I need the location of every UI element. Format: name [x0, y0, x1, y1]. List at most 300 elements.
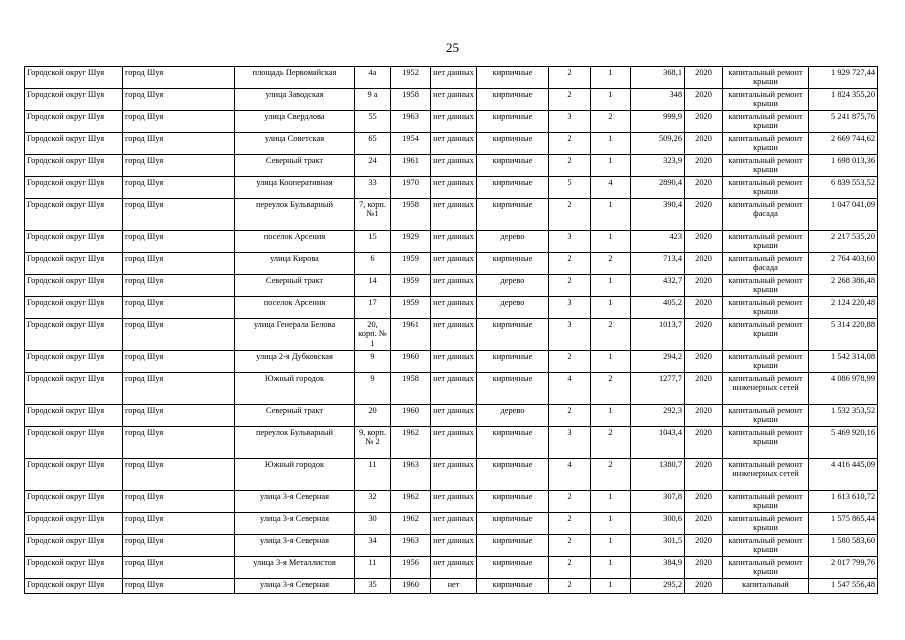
build-year-cell: 1961 — [391, 155, 431, 177]
street-cell: улица Кирова — [235, 253, 355, 275]
area-cell: 295,2 — [631, 579, 685, 594]
house-number-cell: 20 — [355, 405, 391, 427]
house-number-cell: 30 — [355, 513, 391, 535]
municipality-cell: Городской округ Шуя — [25, 155, 123, 177]
area-cell: 307,8 — [631, 491, 685, 513]
build-year-cell: 1958 — [391, 373, 431, 405]
entrances-cell: 4 — [591, 177, 631, 199]
wall-material-cell: дерево — [477, 405, 549, 427]
build-year-cell: 1960 — [391, 579, 431, 594]
house-number-cell: 65 — [355, 133, 391, 155]
table-row — [25, 231, 878, 253]
entrances-cell: 1 — [591, 535, 631, 557]
last-renovation-cell: нет данных — [431, 405, 477, 427]
build-year-cell: 1963 — [391, 535, 431, 557]
table-row — [25, 319, 878, 351]
wall-material-cell: кирпичные — [477, 253, 549, 275]
settlement-cell: город Шуя — [123, 275, 235, 297]
municipality-cell: Городской округ Шуя — [25, 67, 123, 89]
table-row — [25, 111, 878, 133]
last-renovation-cell: нет данных — [431, 111, 477, 133]
settlement-cell: город Шуя — [123, 319, 235, 351]
floors-cell: 2 — [549, 579, 591, 594]
wall-material-cell: дерево — [477, 275, 549, 297]
area-cell: 1380,7 — [631, 459, 685, 491]
wall-material-cell: кирпичные — [477, 67, 549, 89]
street-cell: улица 2-я Дубковская — [235, 351, 355, 373]
area-cell: 423 — [631, 231, 685, 253]
planned-year-cell: 2020 — [685, 199, 723, 231]
build-year-cell: 1959 — [391, 253, 431, 275]
last-renovation-cell: нет данных — [431, 491, 477, 513]
cost-cell: 2 669 744,62 — [809, 133, 878, 155]
house-number-cell: 34 — [355, 535, 391, 557]
build-year-cell: 1963 — [391, 459, 431, 491]
cost-cell: 5 241 875,76 — [809, 111, 878, 133]
settlement-cell: город Шуя — [123, 405, 235, 427]
cost-cell: 2 764 403,60 — [809, 253, 878, 275]
entrances-cell: 1 — [591, 491, 631, 513]
planned-year-cell: 2020 — [685, 231, 723, 253]
settlement-cell: город Шуя — [123, 67, 235, 89]
planned-year-cell: 2020 — [685, 535, 723, 557]
area-cell: 1043,4 — [631, 427, 685, 459]
table-row — [25, 491, 878, 513]
municipality-cell: Городской округ Шуя — [25, 513, 123, 535]
settlement-cell: город Шуя — [123, 89, 235, 111]
municipality-cell: Городской округ Шуя — [25, 177, 123, 199]
cost-cell: 2 124 220,48 — [809, 297, 878, 319]
work-type-cell: капитальный ремонт инженерных сетей — [723, 459, 809, 491]
municipality-cell: Городской округ Шуя — [25, 133, 123, 155]
house-number-cell: 35 — [355, 579, 391, 594]
cost-cell: 4 416 445,09 — [809, 459, 878, 491]
street-cell: Южный городок — [235, 459, 355, 491]
floors-cell: 2 — [549, 535, 591, 557]
planned-year-cell: 2020 — [685, 557, 723, 579]
cost-cell: 6 839 553,52 — [809, 177, 878, 199]
cost-cell: 1 613 610,72 — [809, 491, 878, 513]
build-year-cell: 1952 — [391, 67, 431, 89]
planned-year-cell: 2020 — [685, 297, 723, 319]
table-row — [25, 535, 878, 557]
settlement-cell: город Шуя — [123, 513, 235, 535]
settlement-cell: город Шуя — [123, 133, 235, 155]
street-cell: переулок Бульварный — [235, 199, 355, 231]
work-type-cell: капитальный ремонт крыши — [723, 275, 809, 297]
house-number-cell: 6 — [355, 253, 391, 275]
planned-year-cell: 2020 — [685, 427, 723, 459]
wall-material-cell: кирпичные — [477, 535, 549, 557]
wall-material-cell: кирпичные — [477, 177, 549, 199]
floors-cell: 2 — [549, 133, 591, 155]
settlement-cell: город Шуя — [123, 177, 235, 199]
municipality-cell: Городской округ Шуя — [25, 557, 123, 579]
last-renovation-cell: нет данных — [431, 253, 477, 275]
entrances-cell: 1 — [591, 297, 631, 319]
municipality-cell: Городской округ Шуя — [25, 405, 123, 427]
build-year-cell: 1960 — [391, 405, 431, 427]
street-cell: улица Свердлова — [235, 111, 355, 133]
municipality-cell: Городской округ Шуя — [25, 253, 123, 275]
build-year-cell: 1970 — [391, 177, 431, 199]
municipality-cell: Городской округ Шуя — [25, 297, 123, 319]
table-row — [25, 275, 878, 297]
settlement-cell: город Шуя — [123, 111, 235, 133]
area-cell: 1277,7 — [631, 373, 685, 405]
cost-cell: 1 698 013,36 — [809, 155, 878, 177]
housing-repair-table — [24, 66, 878, 594]
last-renovation-cell: нет данных — [431, 177, 477, 199]
municipality-cell: Городской округ Шуя — [25, 319, 123, 351]
entrances-cell: 2 — [591, 427, 631, 459]
area-cell: 300,6 — [631, 513, 685, 535]
area-cell: 323,9 — [631, 155, 685, 177]
area-cell: 294,2 — [631, 351, 685, 373]
entrances-cell: 2 — [591, 459, 631, 491]
entrances-cell: 1 — [591, 231, 631, 253]
planned-year-cell: 2020 — [685, 275, 723, 297]
wall-material-cell: кирпичные — [477, 459, 549, 491]
wall-material-cell: дерево — [477, 231, 549, 253]
wall-material-cell: кирпичные — [477, 155, 549, 177]
floors-cell: 2 — [549, 491, 591, 513]
wall-material-cell: кирпичные — [477, 199, 549, 231]
floors-cell: 3 — [549, 231, 591, 253]
entrances-cell: 1 — [591, 199, 631, 231]
build-year-cell: 1962 — [391, 427, 431, 459]
area-cell: 1013,7 — [631, 319, 685, 351]
last-renovation-cell: нет данных — [431, 373, 477, 405]
wall-material-cell: кирпичные — [477, 579, 549, 594]
settlement-cell: город Шуя — [123, 459, 235, 491]
floors-cell: 4 — [549, 459, 591, 491]
work-type-cell: капитальный ремонт крыши — [723, 319, 809, 351]
settlement-cell: город Шуя — [123, 557, 235, 579]
wall-material-cell: кирпичные — [477, 351, 549, 373]
floors-cell: 2 — [549, 405, 591, 427]
build-year-cell: 1961 — [391, 319, 431, 351]
page-number: 25 — [446, 40, 459, 55]
floors-cell: 2 — [549, 513, 591, 535]
last-renovation-cell: нет данных — [431, 231, 477, 253]
house-number-cell: 4а — [355, 67, 391, 89]
municipality-cell: Городской округ Шуя — [25, 427, 123, 459]
municipality-cell: Городской округ Шуя — [25, 459, 123, 491]
work-type-cell: капитальный ремонт крыши — [723, 67, 809, 89]
settlement-cell: город Шуя — [123, 155, 235, 177]
settlement-cell: город Шуя — [123, 491, 235, 513]
area-cell: 301,5 — [631, 535, 685, 557]
street-cell: улица 3-я Северная — [235, 579, 355, 594]
work-type-cell: капитальный ремонт крыши — [723, 231, 809, 253]
floors-cell: 3 — [549, 427, 591, 459]
work-type-cell: капитальный ремонт крыши — [723, 557, 809, 579]
street-cell: площадь Первомайская — [235, 67, 355, 89]
floors-cell: 2 — [549, 199, 591, 231]
cost-cell: 2 268 386,48 — [809, 275, 878, 297]
work-type-cell: капитальный ремонт крыши — [723, 155, 809, 177]
last-renovation-cell: нет данных — [431, 513, 477, 535]
table-row — [25, 459, 878, 491]
wall-material-cell: кирпичные — [477, 557, 549, 579]
build-year-cell: 1962 — [391, 491, 431, 513]
last-renovation-cell: нет данных — [431, 275, 477, 297]
table-row — [25, 405, 878, 427]
table-row — [25, 579, 878, 594]
cost-cell: 5 469 920,16 — [809, 427, 878, 459]
work-type-cell: капитальный ремонт фасада — [723, 199, 809, 231]
wall-material-cell: кирпичные — [477, 491, 549, 513]
house-number-cell: 9, корп. № 2 — [355, 427, 391, 459]
work-type-cell: капитальный ремонт крыши — [723, 89, 809, 111]
street-cell: поселок Арсения — [235, 231, 355, 253]
entrances-cell: 1 — [591, 557, 631, 579]
entrances-cell: 1 — [591, 67, 631, 89]
build-year-cell: 1958 — [391, 89, 431, 111]
entrances-cell: 1 — [591, 133, 631, 155]
entrances-cell: 2 — [591, 253, 631, 275]
work-type-cell: капитальный ремонт крыши — [723, 535, 809, 557]
house-number-cell: 11 — [355, 459, 391, 491]
last-renovation-cell: нет данных — [431, 155, 477, 177]
municipality-cell: Городской округ Шуя — [25, 231, 123, 253]
build-year-cell: 1959 — [391, 297, 431, 319]
build-year-cell: 1962 — [391, 513, 431, 535]
last-renovation-cell: нет данных — [431, 427, 477, 459]
street-cell: улица Кооперативная — [235, 177, 355, 199]
street-cell: улица 3-я Северная — [235, 491, 355, 513]
house-number-cell: 14 — [355, 275, 391, 297]
cost-cell: 1 047 041,09 — [809, 199, 878, 231]
floors-cell: 2 — [549, 275, 591, 297]
table-row — [25, 89, 878, 111]
municipality-cell: Городской округ Шуя — [25, 111, 123, 133]
house-number-cell: 9 а — [355, 89, 391, 111]
municipality-cell: Городской округ Шуя — [25, 199, 123, 231]
table-row — [25, 133, 878, 155]
street-cell: переулок Бульварный — [235, 427, 355, 459]
table-row — [25, 427, 878, 459]
last-renovation-cell: нет данных — [431, 89, 477, 111]
build-year-cell: 1956 — [391, 557, 431, 579]
area-cell: 390,4 — [631, 199, 685, 231]
planned-year-cell: 2020 — [685, 351, 723, 373]
floors-cell: 2 — [549, 351, 591, 373]
table-row — [25, 199, 878, 231]
build-year-cell: 1958 — [391, 199, 431, 231]
work-type-cell: капитальный ремонт крыши — [723, 491, 809, 513]
area-cell: 999,9 — [631, 111, 685, 133]
street-cell: Северный тракт — [235, 405, 355, 427]
floors-cell: 2 — [549, 253, 591, 275]
floors-cell: 2 — [549, 155, 591, 177]
area-cell: 405,2 — [631, 297, 685, 319]
floors-cell: 3 — [549, 297, 591, 319]
work-type-cell: капитальный ремонт крыши — [723, 177, 809, 199]
settlement-cell: город Шуя — [123, 199, 235, 231]
cost-cell: 5 314 220,88 — [809, 319, 878, 351]
last-renovation-cell: нет данных — [431, 535, 477, 557]
planned-year-cell: 2020 — [685, 67, 723, 89]
wall-material-cell: кирпичные — [477, 513, 549, 535]
area-cell: 384,9 — [631, 557, 685, 579]
house-number-cell: 32 — [355, 491, 391, 513]
municipality-cell: Городской округ Шуя — [25, 351, 123, 373]
street-cell: Южный городок — [235, 373, 355, 405]
work-type-cell: капитальный ремонт инженерных сетей — [723, 373, 809, 405]
last-renovation-cell: нет данных — [431, 67, 477, 89]
table-row — [25, 351, 878, 373]
last-renovation-cell: нет — [431, 579, 477, 594]
settlement-cell: город Шуя — [123, 351, 235, 373]
table-row — [25, 253, 878, 275]
cost-cell: 1 532 353,52 — [809, 405, 878, 427]
municipality-cell: Городской округ Шуя — [25, 579, 123, 594]
planned-year-cell: 2020 — [685, 253, 723, 275]
planned-year-cell: 2020 — [685, 513, 723, 535]
wall-material-cell: кирпичные — [477, 319, 549, 351]
settlement-cell: город Шуя — [123, 297, 235, 319]
house-number-cell: 15 — [355, 231, 391, 253]
house-number-cell: 17 — [355, 297, 391, 319]
cost-cell: 2 017 799,76 — [809, 557, 878, 579]
floors-cell: 3 — [549, 319, 591, 351]
table-row — [25, 177, 878, 199]
cost-cell: 1 580 583,60 — [809, 535, 878, 557]
cost-cell: 1 824 355,20 — [809, 89, 878, 111]
settlement-cell: город Шуя — [123, 535, 235, 557]
municipality-cell: Городской округ Шуя — [25, 89, 123, 111]
house-number-cell: 24 — [355, 155, 391, 177]
area-cell: 432,7 — [631, 275, 685, 297]
house-number-cell: 33 — [355, 177, 391, 199]
area-cell: 348 — [631, 89, 685, 111]
entrances-cell: 2 — [591, 111, 631, 133]
work-type-cell: капитальный ремонт крыши — [723, 427, 809, 459]
street-cell: улица Заводская — [235, 89, 355, 111]
cost-cell: 1 547 556,48 — [809, 579, 878, 594]
work-type-cell: капитальный ремонт фасада — [723, 253, 809, 275]
area-cell: 368,1 — [631, 67, 685, 89]
street-cell: Северный тракт — [235, 275, 355, 297]
last-renovation-cell: нет данных — [431, 133, 477, 155]
house-number-cell: 9 — [355, 373, 391, 405]
work-type-cell: капитальный ремонт крыши — [723, 297, 809, 319]
last-renovation-cell: нет данных — [431, 297, 477, 319]
work-type-cell: капитальный ремонт крыши — [723, 111, 809, 133]
entrances-cell: 2 — [591, 319, 631, 351]
planned-year-cell: 2020 — [685, 579, 723, 594]
street-cell: улица 3-я Металлистов — [235, 557, 355, 579]
entrances-cell: 1 — [591, 351, 631, 373]
entrances-cell: 1 — [591, 275, 631, 297]
build-year-cell: 1929 — [391, 231, 431, 253]
planned-year-cell: 2020 — [685, 133, 723, 155]
table-row — [25, 513, 878, 535]
house-number-cell: 55 — [355, 111, 391, 133]
wall-material-cell: кирпичные — [477, 427, 549, 459]
cost-cell: 1 575 865,44 — [809, 513, 878, 535]
house-number-cell: 20, корп. № 1 — [355, 319, 391, 351]
last-renovation-cell: нет данных — [431, 199, 477, 231]
planned-year-cell: 2020 — [685, 111, 723, 133]
work-type-cell: капитальный ремонт крыши — [723, 351, 809, 373]
build-year-cell: 1963 — [391, 111, 431, 133]
entrances-cell: 1 — [591, 405, 631, 427]
table-row — [25, 67, 878, 89]
cost-cell: 1 929 727,44 — [809, 67, 878, 89]
wall-material-cell: дерево — [477, 297, 549, 319]
last-renovation-cell: нет данных — [431, 557, 477, 579]
build-year-cell: 1959 — [391, 275, 431, 297]
area-cell: 509,26 — [631, 133, 685, 155]
floors-cell: 4 — [549, 373, 591, 405]
settlement-cell: город Шуя — [123, 579, 235, 594]
build-year-cell: 1960 — [391, 351, 431, 373]
table-row — [25, 373, 878, 405]
house-number-cell: 7, корп. №1 — [355, 199, 391, 231]
settlement-cell: город Шуя — [123, 373, 235, 405]
work-type-cell: капитальный ремонт крыши — [723, 513, 809, 535]
area-cell: 2890,4 — [631, 177, 685, 199]
planned-year-cell: 2020 — [685, 155, 723, 177]
street-cell: Северный тракт — [235, 155, 355, 177]
municipality-cell: Городской округ Шуя — [25, 373, 123, 405]
table-row — [25, 155, 878, 177]
area-cell: 292,3 — [631, 405, 685, 427]
municipality-cell: Городской округ Шуя — [25, 275, 123, 297]
street-cell: улица 3-я Северная — [235, 513, 355, 535]
settlement-cell: город Шуя — [123, 253, 235, 275]
table-row — [25, 557, 878, 579]
area-cell: 713,4 — [631, 253, 685, 275]
entrances-cell: 1 — [591, 513, 631, 535]
wall-material-cell: кирпичные — [477, 373, 549, 405]
planned-year-cell: 2020 — [685, 89, 723, 111]
entrances-cell: 2 — [591, 373, 631, 405]
street-cell: улица Советская — [235, 133, 355, 155]
work-type-cell: капитальный ремонт крыши — [723, 133, 809, 155]
planned-year-cell: 2020 — [685, 459, 723, 491]
house-number-cell: 11 — [355, 557, 391, 579]
table-row — [25, 297, 878, 319]
settlement-cell: город Шуя — [123, 427, 235, 459]
street-cell: улица 3-я Северная — [235, 535, 355, 557]
wall-material-cell: кирпичные — [477, 133, 549, 155]
planned-year-cell: 2020 — [685, 405, 723, 427]
entrances-cell: 1 — [591, 155, 631, 177]
last-renovation-cell: нет данных — [431, 459, 477, 491]
last-renovation-cell: нет данных — [431, 351, 477, 373]
wall-material-cell: кирпичные — [477, 89, 549, 111]
floors-cell: 2 — [549, 89, 591, 111]
house-number-cell: 9 — [355, 351, 391, 373]
street-cell: улица Генерала Белова — [235, 319, 355, 351]
table-body — [25, 67, 878, 594]
wall-material-cell: кирпичные — [477, 111, 549, 133]
street-cell: поселок Арсения — [235, 297, 355, 319]
planned-year-cell: 2020 — [685, 491, 723, 513]
work-type-cell: капитальный — [723, 579, 809, 594]
last-renovation-cell: нет данных — [431, 319, 477, 351]
settlement-cell: город Шуя — [123, 231, 235, 253]
build-year-cell: 1954 — [391, 133, 431, 155]
planned-year-cell: 2020 — [685, 177, 723, 199]
municipality-cell: Городской округ Шуя — [25, 535, 123, 557]
cost-cell: 2 217 535,20 — [809, 231, 878, 253]
cost-cell: 4 086 978,99 — [809, 373, 878, 405]
